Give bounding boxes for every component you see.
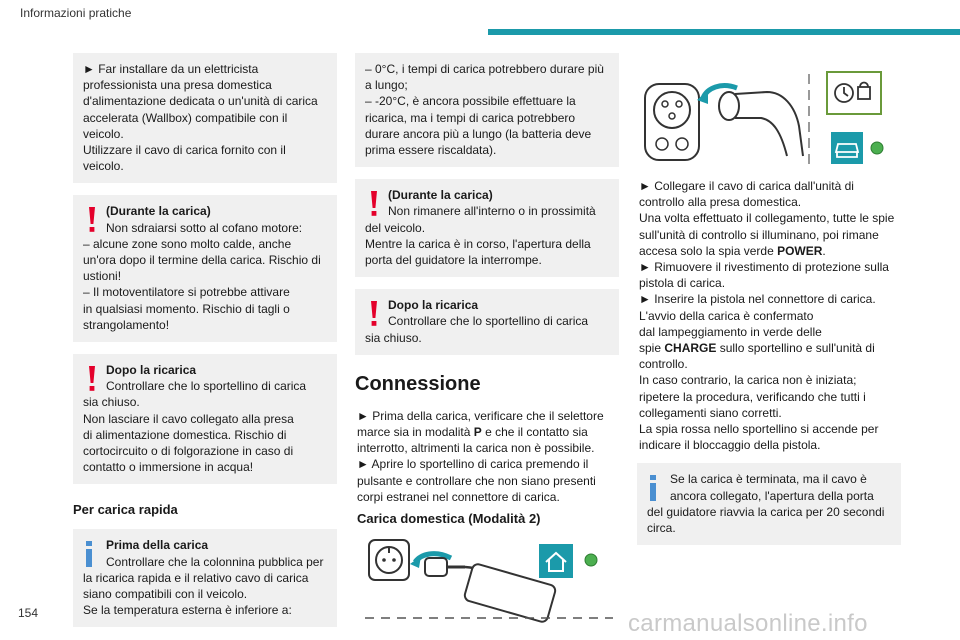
text-run: spie <box>639 341 665 356</box>
text-run: . <box>822 243 826 258</box>
text-line: Non lasciare il cavo collegato alla presa <box>83 411 294 426</box>
text-line: porta del guidatore la interrompe. <box>365 253 542 268</box>
text-line: ► Prima della carica, verificare che il selettore <box>357 408 604 423</box>
power-label: POWER <box>777 243 823 258</box>
charge-label: CHARGE <box>664 341 717 356</box>
warning-box <box>73 354 337 484</box>
text-line: in qualsiasi momento. Rischio di tagli o <box>83 301 290 316</box>
warning-icon <box>85 206 99 234</box>
warning-title: (Durante la carica) <box>388 188 493 203</box>
column-3 <box>637 66 901 545</box>
text-line: – -20°C, è ancora possibile effettuare la <box>365 94 576 109</box>
text-line: corpi estranei nel connettore di carica. <box>357 489 560 504</box>
text-line: indicare il bloccaggio della pistola. <box>639 438 821 453</box>
text-line: circa. <box>647 521 676 536</box>
text-line: Se la carica è terminata, ma il cavo è <box>670 472 867 487</box>
text-line: accelerata (Wallbox) compatibile con il <box>83 110 288 125</box>
text-line: Controllare che lo sportellino di carica <box>388 314 589 329</box>
warning-title: (Durante la carica) <box>106 204 211 219</box>
text-run: e che il contatto sia <box>481 425 588 440</box>
text-line: – 0°C, i tempi di carica potrebbero durare più <box>365 62 604 76</box>
text-line: veicolo. <box>83 126 124 141</box>
text-line: contatto o immersione in acqua! <box>83 460 254 475</box>
text-line <box>639 340 899 356</box>
text-line: siano compatibili con il veicolo. <box>83 587 248 602</box>
text-run: marce sia in modalità <box>357 425 474 440</box>
text-line: – alcune zone sono molto calde, anche <box>83 236 292 251</box>
connection-paragraph <box>355 408 619 505</box>
text-line: Controllare che la colonnina pubblica per <box>106 554 324 569</box>
text-line: controllo alla presa domestica. <box>639 195 802 210</box>
text-line: Controllare che lo sportellino di carica <box>106 379 307 394</box>
text-line: Una volta effettuato il collegamento, tutte le spie <box>639 211 895 226</box>
warning-icon <box>367 190 381 218</box>
home-charging-illustration <box>355 534 619 624</box>
warning-icon <box>85 365 99 393</box>
text-line: strangolamento! <box>83 317 170 332</box>
text-line: a lungo; <box>365 78 408 93</box>
warning-icon <box>367 300 381 328</box>
running-header: Informazioni pratiche <box>20 6 132 20</box>
warning-title: Dopo la ricarica <box>388 298 479 313</box>
connection-steps-paragraph <box>637 178 901 453</box>
text-line: ripetere la procedura, verificando che tutti i <box>639 389 866 404</box>
info-box <box>637 463 901 545</box>
text-line <box>357 424 617 440</box>
text-line: Non sdraiarsi sotto al cofano motore: <box>106 220 303 235</box>
text-line: del guidatore riavvia la carica per 20 secondi <box>647 504 885 519</box>
text-line: cortocircuito o di folgorazione in caso di <box>83 444 294 459</box>
text-line: ► Inserire la pistola nel connettore di carica. <box>639 292 876 307</box>
text-line: – Il motoventilatore si potrebbe attivare <box>83 285 290 300</box>
charging-gun-illustration <box>637 66 901 170</box>
warning-box <box>73 195 337 342</box>
text-line: Non rimanere all'interno o in prossimità <box>388 204 596 219</box>
text-line: di alimentazione domestica. Rischio di <box>83 427 287 442</box>
info-box <box>73 529 337 627</box>
text-line: ustioni! <box>83 269 122 284</box>
instruction-box <box>355 53 619 167</box>
text-line: ► Collegare il cavo di carica dall'unità di <box>639 179 854 193</box>
text-line: sia chiuso. <box>83 395 140 410</box>
text-line: ricarica, ma i tempi di carica potrebbero <box>365 110 576 125</box>
text-line: ancora collegato, l'apertura della porta <box>670 488 874 503</box>
warning-box <box>355 179 619 277</box>
watermark: carmanualsonline.info <box>628 610 868 637</box>
text-line: ► Aprire lo sportellino di carica premendo il <box>357 457 589 472</box>
text-line: prima essere riscaldata). <box>365 143 497 158</box>
instruction-box <box>73 53 337 183</box>
text-line: ► Far installare da un elettricista <box>83 62 259 76</box>
warning-box <box>355 289 619 355</box>
text-line: L'avvio della carica è confermato <box>639 308 814 323</box>
text-run: accesa solo la spia verde <box>639 243 778 258</box>
info-title: Prima della carica <box>106 538 209 553</box>
text-line: un'ora dopo il termine della carica. Rischio di <box>83 253 321 268</box>
text-line <box>639 243 899 259</box>
text-line: Se la temperatura esterna è inferiore a: <box>83 603 292 618</box>
text-line: Mentre la carica è in corso, l'apertura della <box>365 236 591 251</box>
text-line: d'alimentazione dedicata o un'unità di carica <box>83 94 318 109</box>
subheading-home-charge: Carica domestica (Modalità 2) <box>357 511 541 527</box>
text-line: veicolo. <box>83 159 124 174</box>
text-line: La spia rossa nello sportellino si accende per <box>639 422 879 437</box>
gear-p-label: P <box>473 425 482 440</box>
section-heading-connessione: Connessione <box>355 372 481 395</box>
text-line: ► Rimuovere il rivestimento di protezione sulla <box>639 260 889 275</box>
column-1 <box>73 53 337 627</box>
text-line: durare ancora più a lungo (la batteria deve <box>365 126 592 141</box>
text-line: pistola di carica. <box>639 276 726 291</box>
page-number: 154 <box>18 606 39 620</box>
header-accent-bar <box>488 29 960 35</box>
text-line: sia chiuso. <box>365 330 422 345</box>
info-icon <box>649 474 657 502</box>
text-line: dal lampeggiamento in verde delle <box>639 324 822 339</box>
text-line: professionista una presa domestica <box>83 78 272 93</box>
text-run: sullo sportellino e sull'unità di <box>716 341 875 356</box>
text-line: la ricarica rapida e il relativo cavo di carica <box>83 570 309 585</box>
text-line: interrotto, altrimenti la carica non è possibile. <box>357 441 595 456</box>
text-line: Utilizzare il cavo di carica fornito con il <box>83 143 286 158</box>
info-icon <box>85 540 93 568</box>
text-line: pulsante e controllare che non siano presenti <box>357 473 596 488</box>
subheading-fast-charge: Per carica rapida <box>73 502 178 518</box>
column-2 <box>355 53 619 624</box>
text-line: sull'unità di controllo si illuminano, poi rimane <box>639 227 879 242</box>
text-line: controllo. <box>639 357 688 372</box>
text-line: In caso contrario, la carica non è iniziata; <box>639 373 857 388</box>
warning-title: Dopo la ricarica <box>106 363 197 378</box>
text-line: collegamenti siano corretti. <box>639 405 782 420</box>
text-line: del veicolo. <box>365 220 426 235</box>
